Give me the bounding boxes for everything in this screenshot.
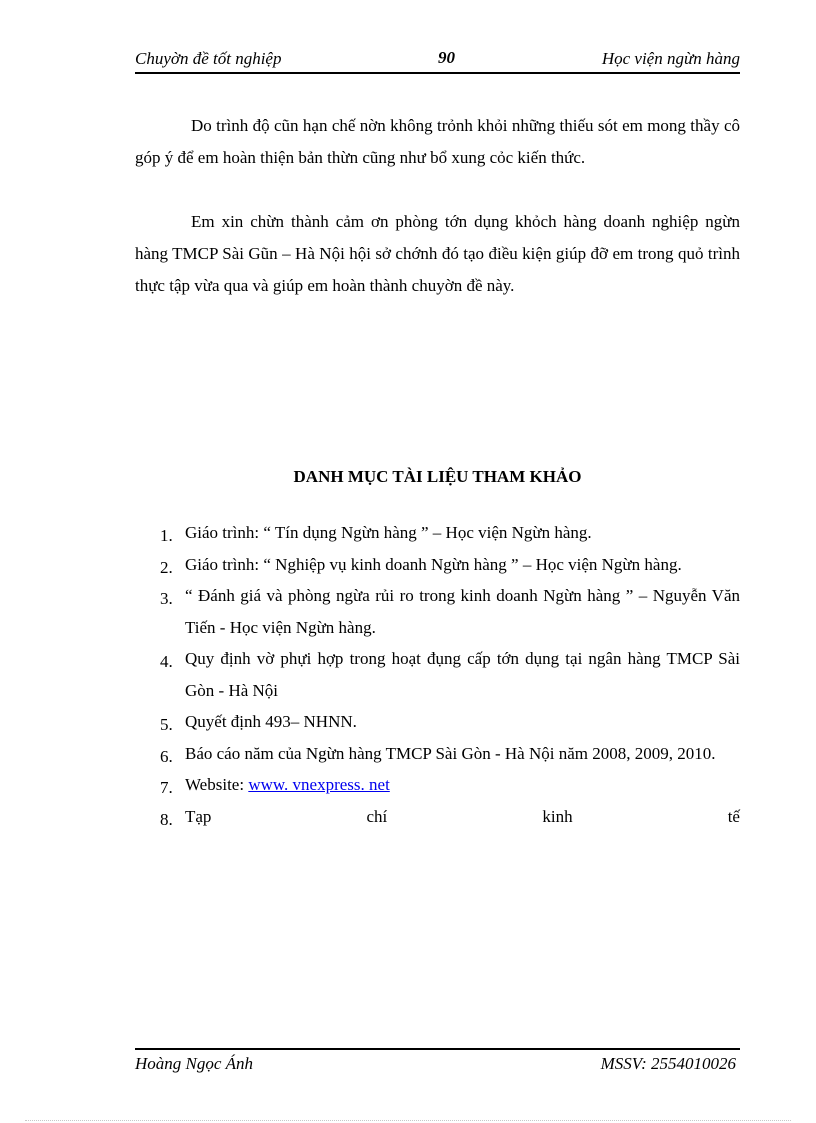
closing-paragraph-2: Em xin chừn thành cảm ơn phòng tớn dụng khỏch hàng doanh nghiệp ngừn hàng TMCP Sài Gũn – Hà Nội hội sở chớnh đó tạo điều kiện giúp đỡ em trong quỏ trình thực tập vừa qua và giúp em hoàn thành chuyờn đề này. (135, 212, 740, 295)
author-name: Hoàng Ngọc Ánh (135, 1054, 254, 1073)
reference-number: 1. (160, 526, 173, 545)
student-id: MSSV: 2554010026 (600, 1054, 736, 1073)
reference-item (135, 801, 740, 833)
page-number: 90 (438, 48, 455, 67)
reference-number: 5. (160, 715, 173, 734)
reference-word: chí (366, 806, 388, 826)
reference-number: 4. (160, 652, 173, 671)
reference-number: 7. (160, 778, 173, 797)
reference-item (135, 738, 740, 770)
reference-text: “ Đánh giá và phòng ngừa rủi ro trong kinh doanh Ngừn hàng ” – Nguyễn Văn Tiến - Học viện Ngừn hàng. (185, 586, 740, 637)
page-edge-divider (25, 1120, 791, 1121)
reference-item (135, 517, 740, 549)
page-footer (135, 1048, 740, 1076)
reference-item (135, 706, 740, 738)
reference-number: 2. (160, 557, 173, 577)
reference-item (135, 549, 740, 581)
reference-item (135, 643, 740, 706)
reference-text: Giáo trình: “ Nghiệp vụ kinh doanh Ngừn hàng ” – Học viện Ngừn hàng. (185, 554, 682, 574)
reference-text: Giáo trình: “ Tín dụng Ngừn hàng ” – Học viện Ngừn hàng. (185, 523, 592, 542)
reference-number: 8. (160, 809, 173, 829)
reference-item (135, 769, 740, 801)
website-link[interactable]: www. vnexpress. net (248, 775, 390, 794)
reference-text: Báo cáo năm của Ngừn hàng TMCP Sài Gòn - Hà Nội năm 2008, 2009, 2010. (185, 743, 716, 763)
references-list (135, 517, 740, 832)
reference-text: Quyết định 493– NHNN. (185, 712, 357, 731)
reference-item (135, 580, 740, 643)
references-heading: DANH MỤC TÀI LIỆU THAM KHẢO (293, 467, 582, 486)
page-header (135, 48, 740, 74)
reference-text: Quy định vờ phựi hợp trong hoạt đụng cấp tớn dụng tại ngân hàng TMCP Sài Gòn - Hà Nội (185, 649, 740, 700)
reference-number: 6. (160, 746, 173, 766)
reference-word: tế (727, 806, 740, 826)
reference-word: kinh (542, 806, 573, 826)
header-institution: Học viện ngừn hàng (601, 49, 740, 68)
reference-text (185, 801, 740, 833)
reference-word: Tạp (185, 806, 212, 826)
reference-text: Website: (185, 775, 249, 794)
header-document-type: Chuyờn đề tốt nghiệp (135, 49, 282, 68)
closing-paragraph-1: Do trình độ cũn hạn chế nờn không trỏnh khỏi những thiếu sót em mong thầy cô góp ý để em hoàn thiện bản thừn cũng như bổ xung cỏc kiến thức. (135, 116, 740, 167)
reference-number: 3. (160, 589, 173, 608)
